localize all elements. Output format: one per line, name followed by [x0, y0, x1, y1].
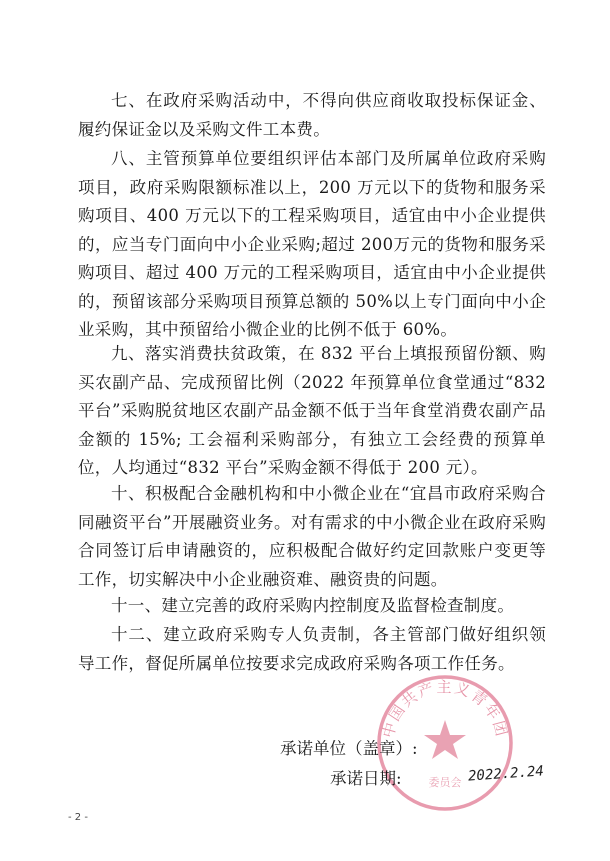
- signature-unit-label: 承诺单位（盖章）:: [280, 739, 418, 758]
- page-number: - 2 -: [68, 812, 88, 823]
- paragraph-7: 七、在政府采购活动中，不得向供应商收取投标保证金、履约保证金以及采购文件工本费。: [78, 91, 546, 139]
- seal-star-icon: [424, 720, 466, 759]
- signature-date-label: 承诺日期:: [330, 769, 402, 788]
- seal-sub-text: 委员会: [428, 776, 462, 789]
- paragraph-11: 十一、建立完善的政府采购内控制度及监督检查制度。: [111, 596, 515, 615]
- paragraph-9: 九、落实消费扶贫政策，在 832 平台上填报预留份额、购买农副产品、完成预留比例（2022 年预算单位食堂通过“832 平台”采购脱贫地区农副产品金额不低于当年食堂消费农副产品金额的 15%; 工会福利采购部分，有独立工会经费的预算单位，人均通过“832 平台”采购金额不得低于 200 元）。: [78, 344, 546, 477]
- paragraph-8: 八、主管预算单位要组织评估本部门及所属单位政府采购项目，政府采购限额标准以上，200 万元以下的货物和服务采购项目、400 万元以下的工程采购项目，适宜由中小企业提供的，应当专门面向中小企业采购;超过 200万元的货物和服务采购项目、超过 400 万元的工程采购项目，适宜由中小企业提供的，预留该部分采购项目预算总额的 50%以上专门面向中小企业采购，其中预留给小微企业的比例不低于 60%。: [78, 149, 546, 339]
- paragraph-12: 十二、建立政府采购专人负责制，各主管部门做好组织领导工作，督促所属单位按要求完成政府采购各项工作任务。: [78, 625, 546, 673]
- seal-text: 中国共产主义青年团: [379, 677, 511, 740]
- paragraph-10: 十、积极配合金融机构和中小微企业在“宜昌市政府采购合同融资平台”开展融资业务。对有需求的中小微企业在政府采购合同签订后申请融资的，应积极配合做好约定回款账户变更等工作，切实解决中小企业融资难、融资贵的问题。: [78, 484, 546, 589]
- handwritten-date: 2022.2.24: [467, 763, 545, 785]
